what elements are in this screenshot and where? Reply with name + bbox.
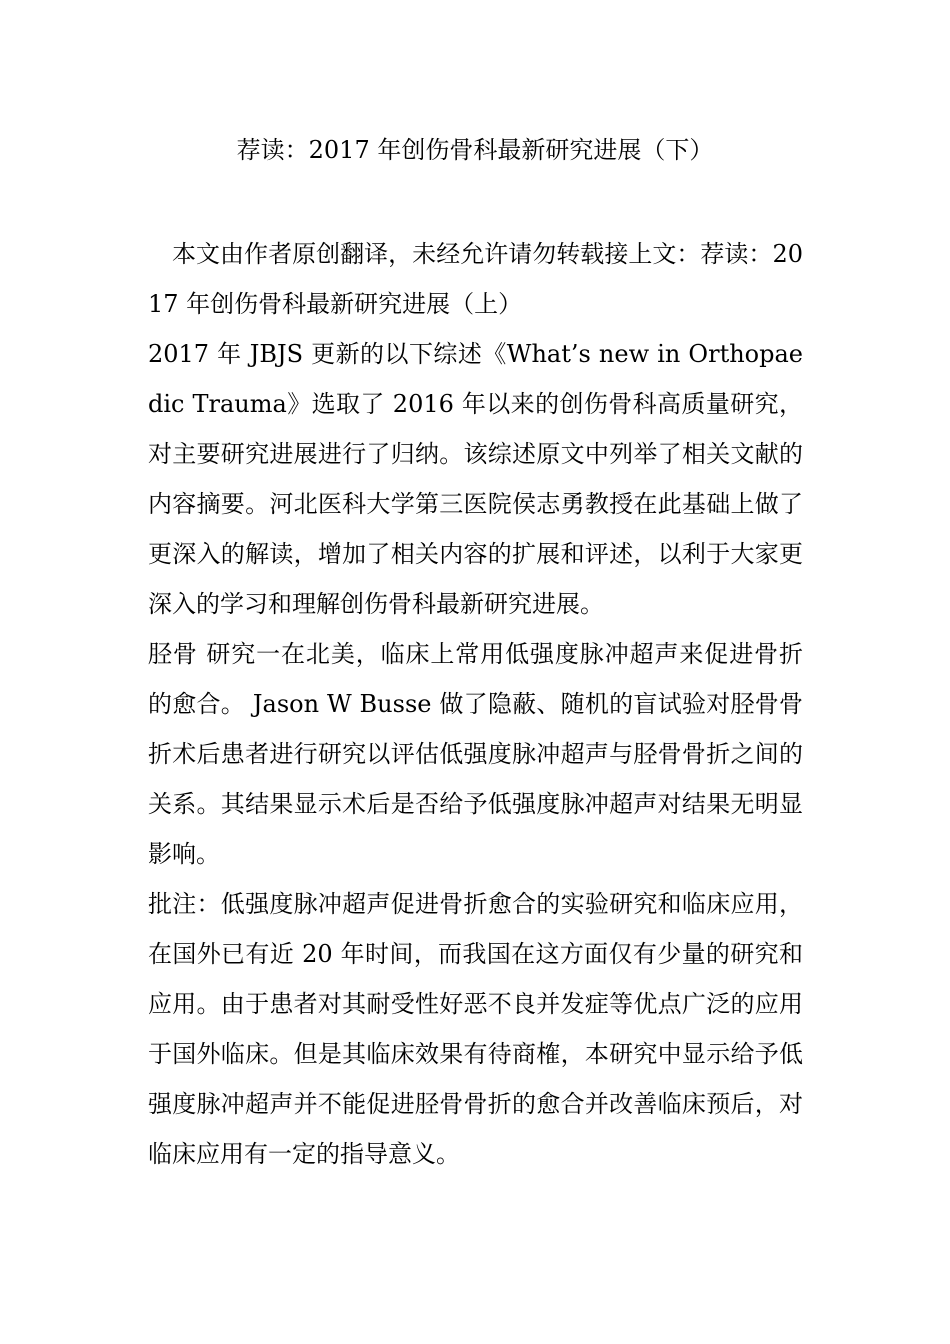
intro-paragraph: 本文由作者原创翻译，未经允许请勿转载接上文：荐读：2017 年创伤骨科最新研究进展（上） — [148, 240, 803, 318]
tibia-study-paragraph: 胫骨 研究一在北美，临床上常用低强度脉冲超声来促进骨折的愈合。 Jason W Busse 做了隐蔽、随机的盲试验对胫骨骨折术后患者进行研究以评估低强度脉冲超声与胫骨骨折之间的关系。其结果显示术后是否给予低强度脉冲超声对结果无明显影响。 — [148, 640, 803, 868]
annotation-paragraph: 批注：低强度脉冲超声促进骨折愈合的实验研究和临床应用，在国外已有近 20 年时间，而我国在这方面仅有少量的研究和应用。由于患者对其耐受性好恶不良并发症等优点广泛的应用于国外临床。但是其临床效果有待商榷，本研究中显示给予低强度脉冲超声并不能促进胫骨骨折的愈合并改善临床预后，对临床应用有一定的指导意义。 — [148, 890, 803, 1168]
review-summary-paragraph: 2017 年 JBJS 更新的以下综述《What’s new in Orthopaedic Trauma》选取了 2016 年以来的创伤骨科高质量研究，对主要研究进展进行了归纳。该综述原文中列举了相关文献的内容摘要。河北医科大学第三医院侯志勇教授在此基础上做了更深入的解读，增加了相关内容的扩展和评述，以利于大家更深入的学习和理解创伤骨科最新研究进展。 — [148, 340, 803, 618]
document-title: 荐读：2017 年创伤骨科最新研究进展（下） — [236, 136, 714, 164]
document-body — [148, 229, 803, 1179]
